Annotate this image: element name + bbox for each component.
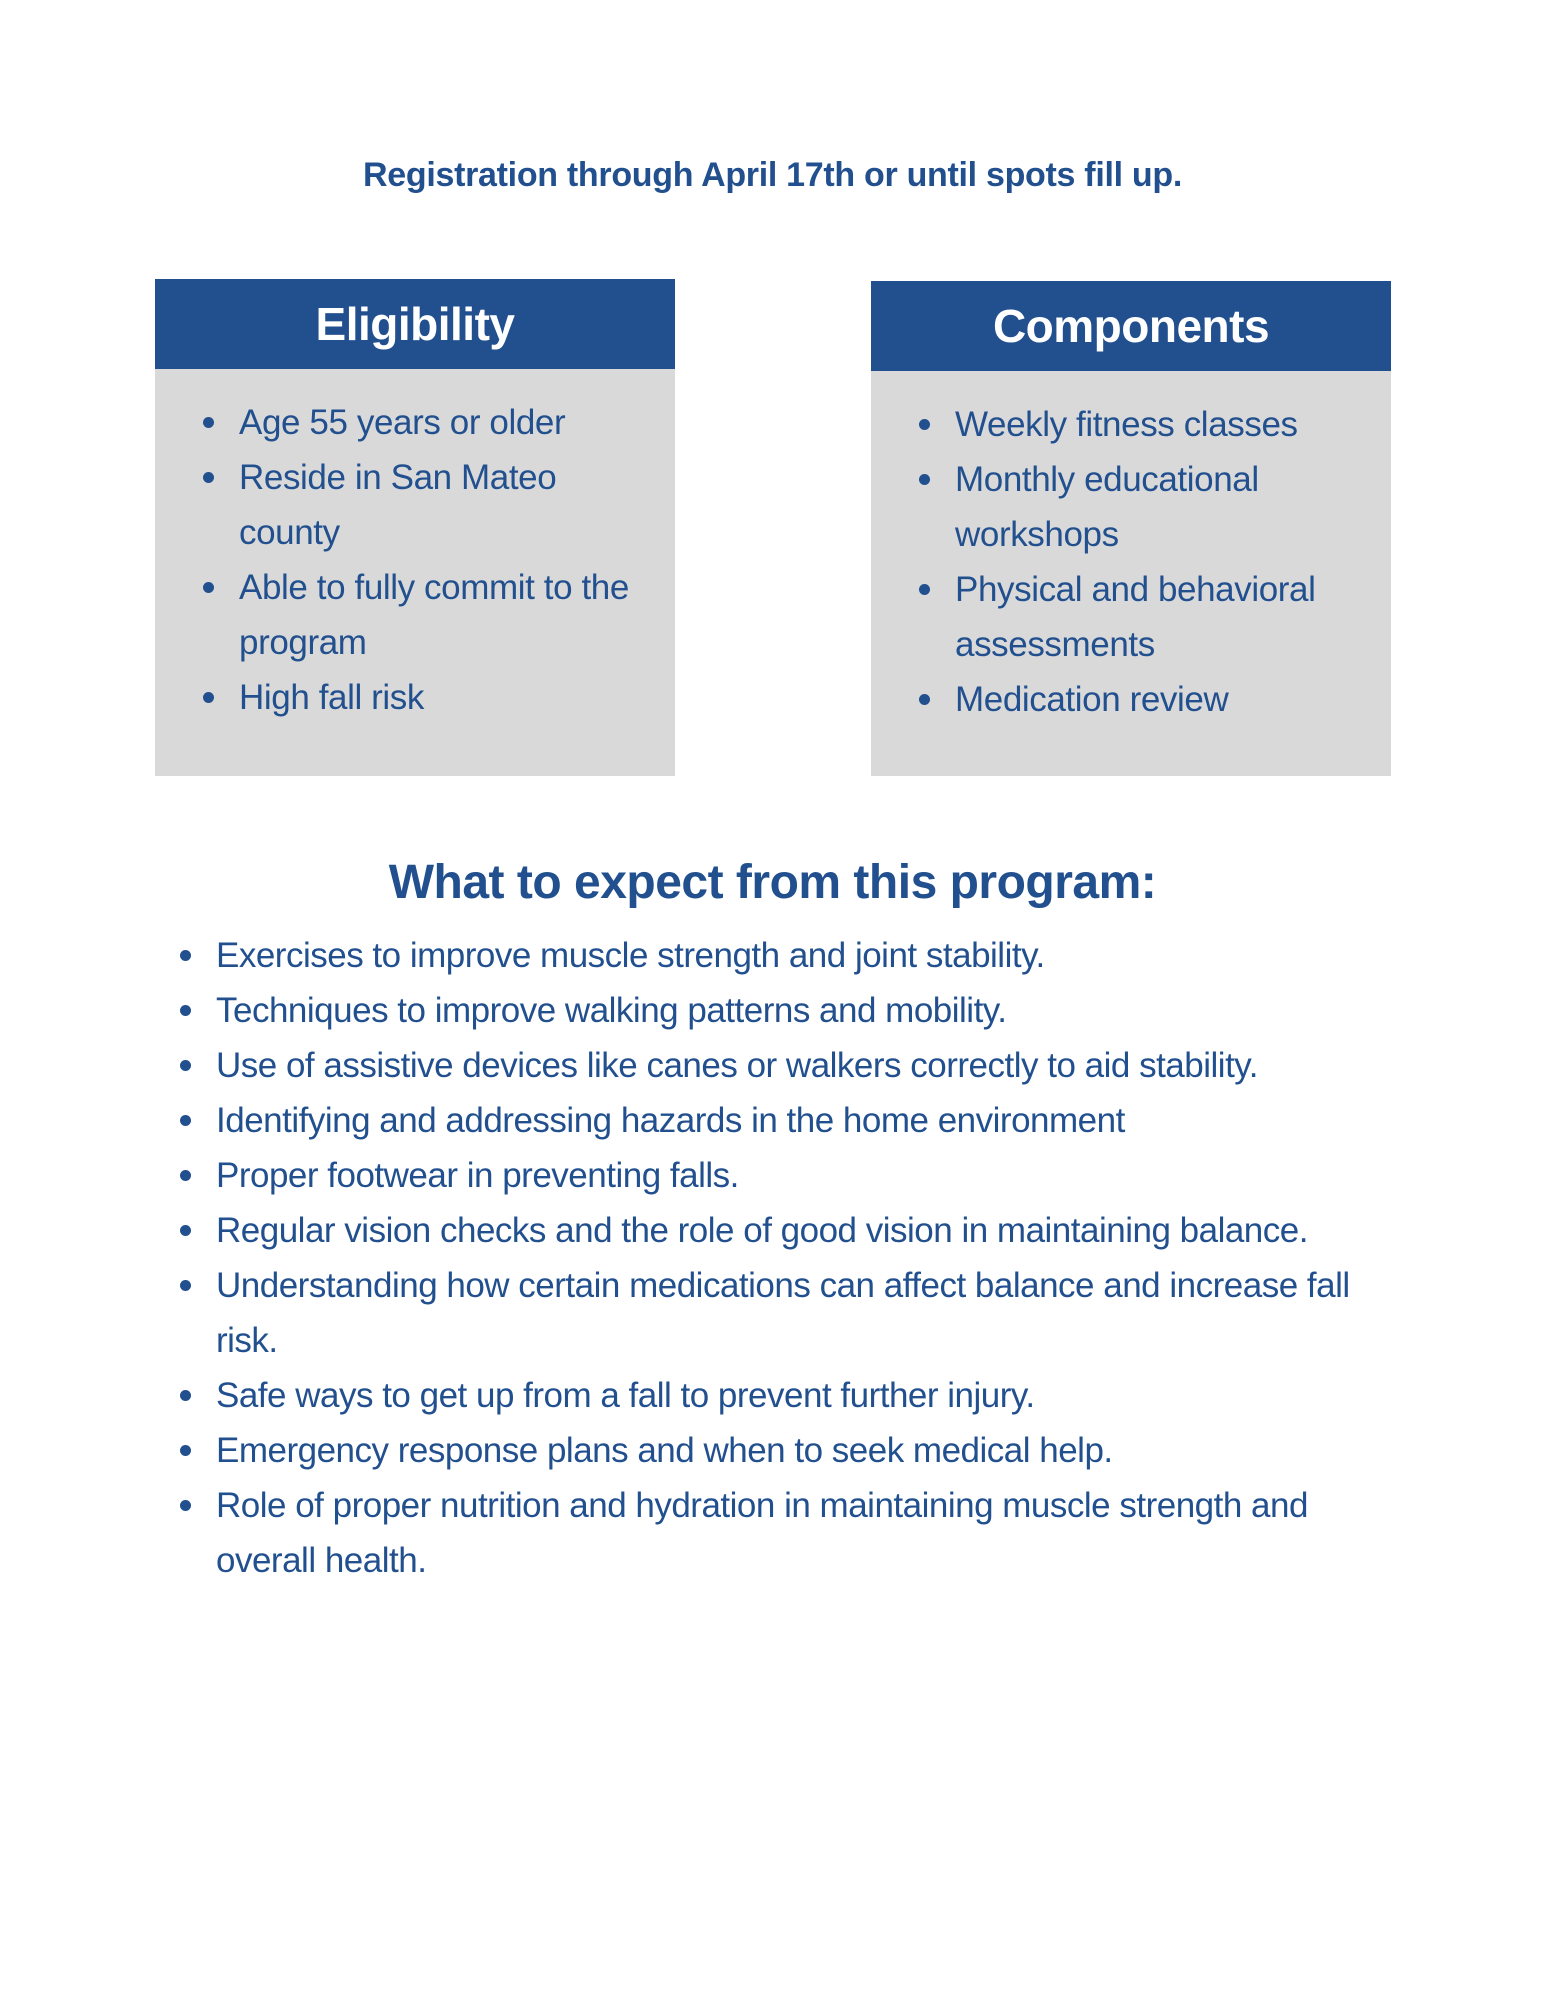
expect-item-text: Techniques to improve walking patterns and mobility. — [216, 991, 1007, 1030]
bullet-icon — [180, 950, 191, 961]
expect-item — [176, 1368, 1406, 1423]
bullet-icon — [919, 419, 930, 430]
eligibility-item-text: High fall risk — [239, 678, 425, 717]
expect-item-text: Exercises to improve muscle strength and joint stability. — [216, 936, 1045, 975]
bullet-icon — [203, 417, 214, 428]
expect-item-text: Emergency response plans and when to seek medical help. — [216, 1431, 1113, 1470]
bullet-icon — [180, 1225, 191, 1236]
bullet-icon — [180, 1115, 191, 1126]
expect-item — [176, 1093, 1406, 1148]
components-item-text: Weekly fitness classes — [955, 405, 1298, 444]
bullet-icon — [919, 694, 930, 705]
bullet-icon — [180, 1500, 191, 1511]
expect-item — [176, 1148, 1406, 1203]
bullet-icon — [919, 474, 930, 485]
expect-item — [176, 928, 1406, 983]
components-title: Components — [871, 281, 1391, 371]
bullet-icon — [180, 1060, 191, 1071]
registration-notice: Registration through April 17th or until spots fill up. — [363, 156, 1182, 194]
expect-list — [176, 928, 1406, 1588]
expect-item — [176, 1478, 1406, 1588]
bullet-icon — [919, 584, 930, 595]
eligibility-item — [199, 670, 655, 725]
components-item — [915, 562, 1371, 672]
expect-item-text: Safe ways to get up from a fall to prevent further injury. — [216, 1376, 1035, 1415]
expect-item-text: Regular vision checks and the role of good vision in maintaining balance. — [216, 1211, 1308, 1250]
components-item — [915, 397, 1371, 452]
components-item — [915, 452, 1371, 562]
eligibility-item — [199, 450, 655, 560]
components-item-text: Monthly educational workshops — [955, 460, 1259, 554]
bullet-icon — [180, 1170, 191, 1181]
expect-item-text: Identifying and addressing hazards in the home environment — [216, 1101, 1125, 1140]
expect-item — [176, 1423, 1406, 1478]
expect-item — [176, 983, 1406, 1038]
expect-item — [176, 1258, 1406, 1368]
expect-item-text: Proper footwear in preventing falls. — [216, 1156, 739, 1195]
eligibility-item-text: Able to fully commit to the program — [239, 568, 629, 662]
eligibility-item — [199, 560, 655, 670]
components-list — [871, 371, 1391, 727]
components-box — [871, 281, 1391, 776]
eligibility-item-text: Reside in San Mateo county — [239, 458, 557, 552]
bullet-icon — [180, 1390, 191, 1401]
expect-item-text: Role of proper nutrition and hydration in maintaining muscle strength and overall health. — [216, 1486, 1308, 1580]
eligibility-item — [199, 395, 655, 450]
expect-item-text: Use of assistive devices like canes or walkers correctly to aid stability. — [216, 1046, 1258, 1085]
eligibility-item-text: Age 55 years or older — [239, 403, 566, 442]
components-item — [915, 672, 1371, 727]
eligibility-title: Eligibility — [155, 279, 675, 369]
bullet-icon — [203, 472, 214, 483]
bullet-icon — [180, 1445, 191, 1456]
bullet-icon — [180, 1005, 191, 1016]
eligibility-box — [155, 279, 675, 776]
eligibility-list — [155, 369, 675, 725]
components-item-text: Physical and behavioral assessments — [955, 570, 1316, 664]
bullet-icon — [180, 1280, 191, 1291]
components-item-text: Medication review — [955, 680, 1229, 719]
expect-title: What to expect from this program: — [388, 856, 1157, 909]
expect-item — [176, 1038, 1406, 1093]
bullet-icon — [203, 692, 214, 703]
expect-item-text: Understanding how certain medications can affect balance and increase fall risk. — [216, 1266, 1350, 1360]
expect-item — [176, 1203, 1406, 1258]
bullet-icon — [203, 582, 214, 593]
